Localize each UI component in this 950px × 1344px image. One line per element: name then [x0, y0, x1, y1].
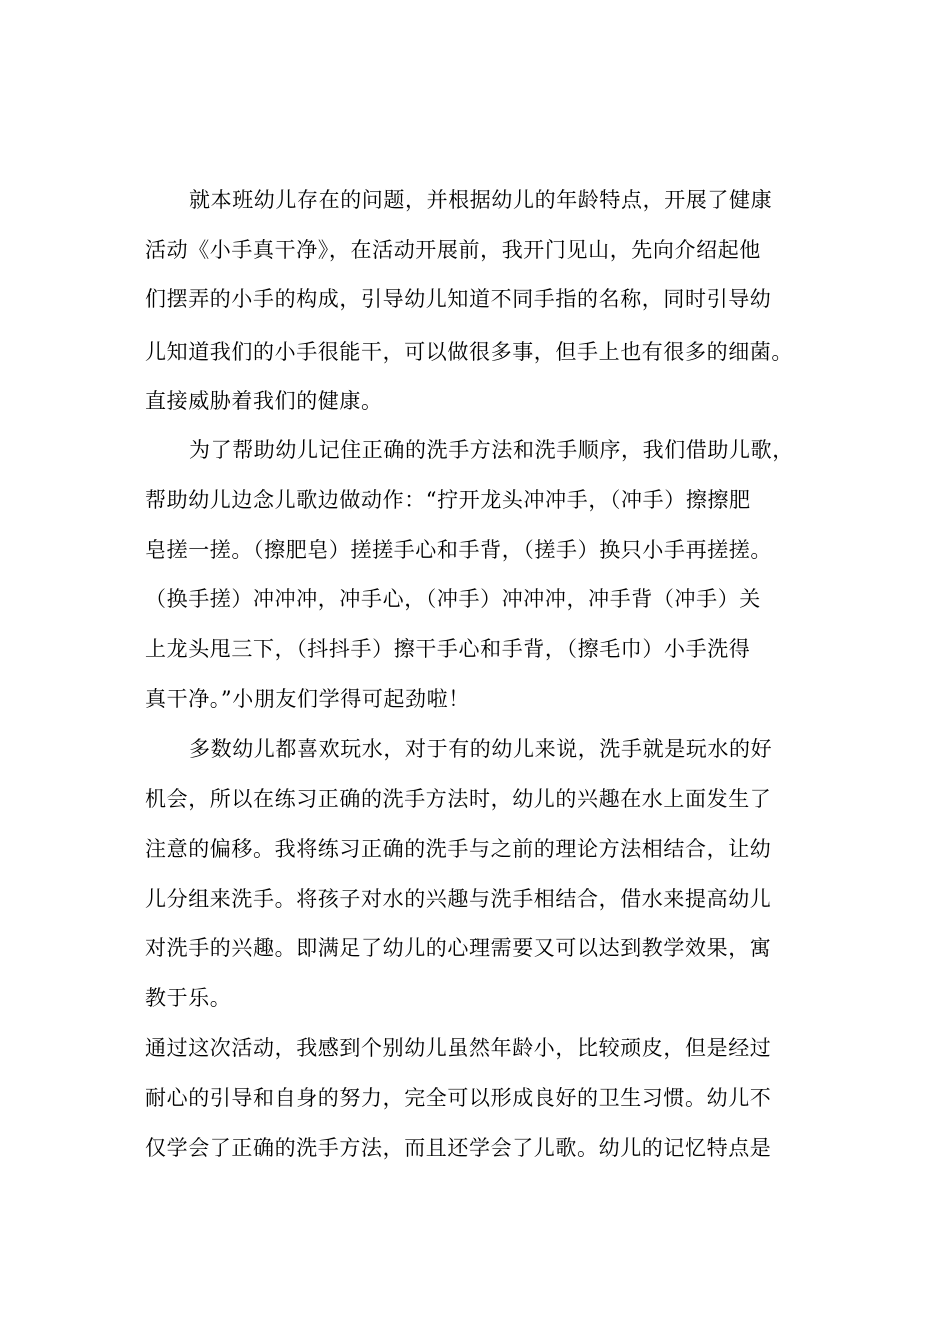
text-line: 活动《小手真干净》，在活动开展前，我开门见山，先向介绍起他 [145, 238, 761, 262]
text-line: 就本班幼儿存在的问题，并根据幼儿的年龄特点，开展了健康 [189, 188, 773, 212]
text-line: 儿知道我们的小手很能干，可以做很多事，但手上也有很多的细菌。 [145, 340, 793, 364]
text-line: 对洗手的兴趣。即满足了幼儿的心理需要又可以达到教学效果，寓 [145, 936, 772, 960]
text-line: 为了帮助幼儿记住正确的洗手方法和洗手顺序，我们借助儿歌， [189, 438, 794, 462]
text-line: 机会，所以在练习正确的洗手方法时，幼儿的兴趣在水上面发生了 [145, 787, 772, 811]
text-line: 直接威胁着我们的健康。 [145, 389, 383, 413]
text-line: 耐心的引导和自身的努力，完全可以形成良好的卫生习惯。幼儿不 [145, 1086, 772, 1110]
text-line: 皂搓一搓。（擦肥皂）搓搓手心和手背，（搓手）换只小手再搓搓。 [145, 538, 772, 562]
text-line: 多数幼儿都喜欢玩水，对于有的幼儿来说，洗手就是玩水的好 [189, 737, 773, 761]
text-line: 儿分组来洗手。将孩子对水的兴趣与洗手相结合，借水来提高幼儿 [145, 887, 772, 911]
text-line: 注意的偏移。我将练习正确的洗手与之前的理论方法相结合，让幼 [145, 837, 772, 861]
text-line: 通过这次活动，我感到个别幼儿虽然年龄小，比较顽皮，但是经过 [145, 1036, 772, 1060]
text-line: 仅学会了正确的洗手方法，而且还学会了儿歌。幼儿的记忆特点是 [145, 1136, 772, 1160]
text-line: 教于乐。 [145, 986, 232, 1010]
text-line: 帮助幼儿边念儿歌边做动作：“拧开龙头冲冲手，（冲手）擦擦肥 [145, 488, 751, 512]
text-line: 真干净。”小朋友们学得可起劲啦！ [145, 687, 470, 711]
text-line: 们摆弄的小手的构成，引导幼儿知道不同手指的名称，同时引导幼 [145, 287, 772, 311]
text-line: 上龙头甩三下，（抖抖手）擦干手心和手背，（擦毛巾）小手洗得 [145, 637, 751, 661]
text-line: （换手搓）冲冲冲，冲手心，（冲手）冲冲冲，冲手背（冲手）关 [145, 587, 761, 611]
